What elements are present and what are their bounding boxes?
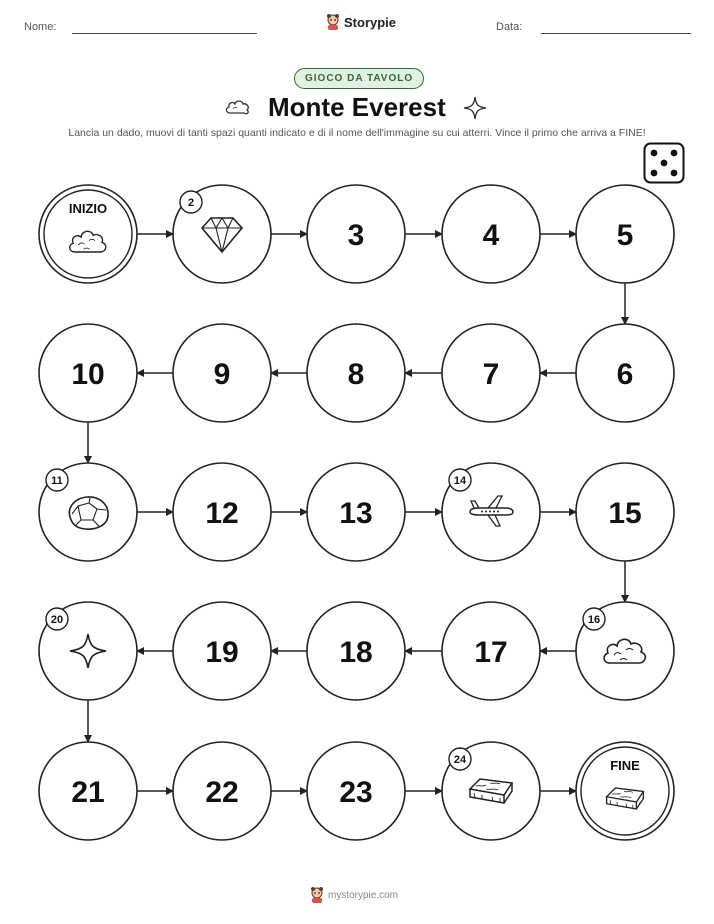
board-space-15 xyxy=(576,463,674,561)
space-number: 12 xyxy=(205,497,239,530)
board-space-6 xyxy=(576,324,674,422)
space-number: 24 xyxy=(453,754,467,766)
mascot-icon xyxy=(310,887,324,903)
board-space-24 xyxy=(442,742,540,840)
space-number: 5 xyxy=(616,219,634,252)
space-number: 4 xyxy=(482,219,500,252)
space-number: 20 xyxy=(50,614,64,626)
board-space-12 xyxy=(173,463,271,561)
space-circle xyxy=(39,185,137,283)
space-number: 3 xyxy=(347,219,365,252)
board-spaces xyxy=(39,185,674,840)
space-number: 13 xyxy=(339,497,373,530)
board-space-3 xyxy=(307,185,405,283)
start-label: INIZIO xyxy=(68,201,108,216)
board-space-18 xyxy=(307,602,405,700)
board-space-17 xyxy=(442,602,540,700)
board-space-8 xyxy=(307,324,405,422)
board-space-20 xyxy=(39,602,137,700)
board-space-9 xyxy=(173,324,271,422)
board-space-7 xyxy=(442,324,540,422)
board-space-22 xyxy=(173,742,271,840)
space-number: 22 xyxy=(205,776,239,809)
board-space-23 xyxy=(307,742,405,840)
instructions: Lancia un dado, muovi di tanti spazi quanti indicato e di il nome dell'immagine su cui atterri. Vince il primo che arriva a FINE! xyxy=(68,127,646,139)
space-number: 10 xyxy=(71,358,105,391)
brand-name: Storypie xyxy=(344,14,397,30)
space-number: 8 xyxy=(347,358,365,391)
board-space-16 xyxy=(576,602,674,700)
space-number: 6 xyxy=(616,358,634,391)
space-number: 19 xyxy=(205,636,239,669)
board-space-11 xyxy=(39,463,137,561)
name-label: Nome: xyxy=(24,21,57,33)
board-space-end xyxy=(576,742,674,840)
board-space-19 xyxy=(173,602,271,700)
board-space-21 xyxy=(39,742,137,840)
space-number: 7 xyxy=(482,358,500,391)
space-circle xyxy=(576,742,674,840)
space-number: 16 xyxy=(587,614,601,626)
space-number: 14 xyxy=(453,475,467,487)
board-space-2 xyxy=(173,185,271,283)
space-number: 15 xyxy=(608,497,642,530)
board-space-10 xyxy=(39,324,137,422)
space-number: 11 xyxy=(51,475,63,487)
space-number: 17 xyxy=(474,636,508,669)
date-label: Data: xyxy=(496,21,523,33)
board-space-5 xyxy=(576,185,674,283)
finish-label: FINE xyxy=(610,758,640,773)
space-number: 9 xyxy=(213,358,231,391)
footer xyxy=(310,887,398,903)
footer-site[interactable]: mystorypie.com xyxy=(328,889,399,901)
board-space-14 xyxy=(442,463,540,561)
page-title: Monte Everest xyxy=(268,92,446,122)
board-space-4 xyxy=(442,185,540,283)
category-badge: GIOCO DA TAVOLO xyxy=(294,68,424,89)
space-number: 18 xyxy=(339,636,373,669)
space-number: 2 xyxy=(187,197,195,209)
board-space-13 xyxy=(307,463,405,561)
space-number: 23 xyxy=(339,776,373,809)
space-number: 21 xyxy=(71,776,105,809)
board-space-start xyxy=(39,185,137,283)
